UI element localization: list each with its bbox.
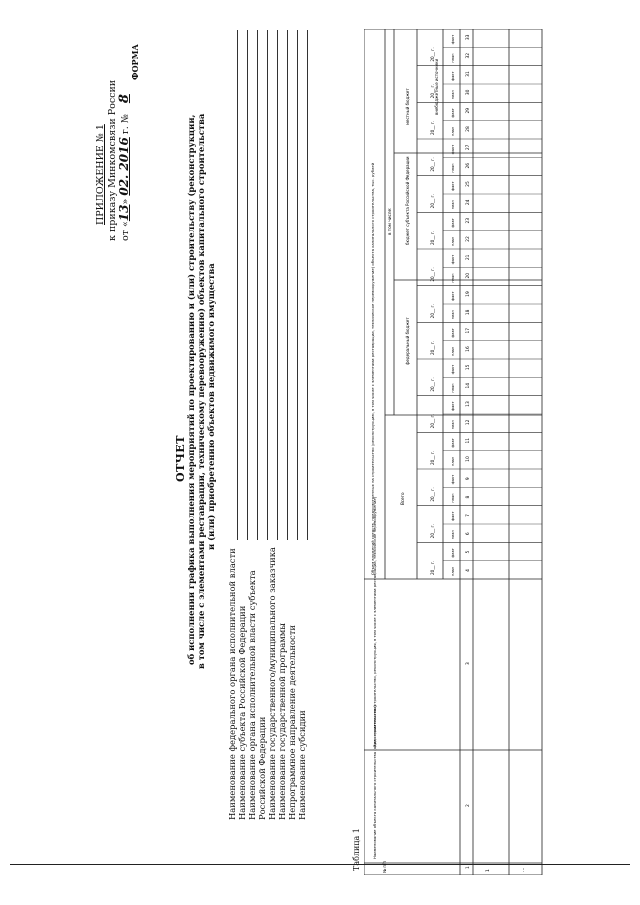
appendix-line-2: к приказу Минкомсвязи России bbox=[107, 79, 118, 241]
year-label: 20__ г. bbox=[430, 83, 435, 99]
fact-label: факт bbox=[451, 34, 455, 45]
appendix-date-mid: » bbox=[120, 195, 131, 205]
field-federal-authority: Наименование федерального органа исполнительной власти bbox=[227, 548, 237, 820]
column-number: 32 bbox=[466, 52, 471, 59]
year-label: 20__ г. bbox=[430, 560, 435, 575]
fill-line-1 bbox=[237, 30, 238, 540]
group-federal-label: федеральный бюджет bbox=[405, 317, 410, 365]
fill-line-2 bbox=[247, 30, 248, 540]
col-name-header: Наименование объекта капитального строительства (адрес строительства) bbox=[372, 705, 377, 859]
group-total-label: Всего bbox=[400, 492, 405, 505]
report-subtitle-2: в том числе с элементами реставрации, техническому перевооружению) объектов капитального строительства bbox=[196, 113, 206, 669]
column-number: 3 bbox=[466, 662, 471, 665]
column-number: 2 bbox=[466, 804, 471, 807]
group-including-label: в том числе: bbox=[387, 207, 392, 235]
field-subsidy: Наименование субсидии bbox=[297, 710, 307, 820]
column-number: 21 bbox=[466, 254, 471, 261]
year-label: 20__ г. bbox=[430, 487, 435, 502]
plan-label: план bbox=[451, 566, 455, 576]
plan-label: план bbox=[451, 346, 455, 356]
column-number: 6 bbox=[466, 532, 471, 536]
plan-label: план bbox=[451, 530, 455, 540]
fill-line-7 bbox=[297, 30, 298, 540]
column-number: 22 bbox=[466, 236, 471, 242]
col-no-header: № п/п bbox=[382, 860, 387, 873]
report-subtitle-1: об исполнении графика выполнения мероприятий по проектированию и (или) строительству (реконструкции, bbox=[186, 114, 196, 665]
column-number: 15 bbox=[466, 364, 471, 371]
group-local-label: местный бюджет bbox=[405, 88, 410, 125]
year-label: 20__ г. bbox=[430, 157, 435, 172]
column-number: 29 bbox=[466, 107, 471, 114]
year-label: 20__ г. bbox=[430, 377, 435, 392]
fact-label: факт bbox=[451, 181, 455, 191]
group-offbudget-label: внебюджетные источники bbox=[434, 58, 439, 115]
appendix-year-suffix: г. № bbox=[120, 111, 131, 138]
fact-label: факт bbox=[451, 438, 455, 448]
column-number: 24 bbox=[466, 199, 471, 206]
plan-label: план bbox=[451, 200, 455, 210]
column-number: 28 bbox=[466, 126, 471, 132]
field-non-program: Непрограммное направление деятельности bbox=[287, 625, 297, 820]
field-customer: Наименование государственного/муниципального заказчика bbox=[267, 547, 277, 820]
fact-label: факт bbox=[451, 511, 455, 521]
column-number: 25 bbox=[466, 181, 471, 187]
column-number: 7 bbox=[466, 514, 471, 517]
table-caption: Таблица 1 bbox=[352, 828, 361, 871]
fact-label: факт bbox=[451, 108, 455, 118]
year-label: 20__ г. bbox=[430, 193, 435, 209]
row-marker-ellipsis: … bbox=[521, 867, 526, 872]
plan-label: план bbox=[451, 383, 455, 393]
column-number: 14 bbox=[466, 382, 471, 389]
column-number: 30 bbox=[466, 89, 471, 96]
column-number: 17 bbox=[466, 327, 471, 334]
plan-label: план bbox=[451, 163, 455, 173]
column-number: 20 bbox=[466, 272, 471, 279]
year-labels bbox=[430, 47, 435, 575]
fill-line-4 bbox=[267, 30, 268, 540]
report-subtitle-3: и (или) приобретению объектов недвижимого имущества bbox=[206, 263, 216, 550]
row-marker-1: 1 bbox=[486, 869, 491, 872]
field-subject-authority-cont: Российской Федерации bbox=[257, 716, 267, 820]
column-number: 16 bbox=[466, 346, 471, 352]
appendix-line-1: ПРИЛОЖЕНИЕ № 1 bbox=[95, 124, 106, 225]
year-label: 20__ г. bbox=[430, 120, 435, 135]
year-label: 20__ г. bbox=[430, 47, 435, 62]
fact-label: факт bbox=[451, 474, 455, 485]
fact-label: факт bbox=[451, 364, 455, 375]
fact-label: факт bbox=[451, 71, 455, 81]
appendix-line-3 bbox=[119, 86, 131, 241]
col-type-header: Вид строительства (строительство, реконструкция, в том числе с элементами реставрации, техническое перевооружение) bbox=[372, 496, 377, 747]
column-number: 4 bbox=[466, 569, 471, 572]
fact-label: факт bbox=[451, 254, 455, 265]
column-number: 27 bbox=[466, 144, 471, 151]
year-label: 20__ г. bbox=[430, 450, 435, 465]
fill-line-5 bbox=[277, 30, 278, 540]
column-number: 11 bbox=[466, 437, 471, 444]
field-subject: Наименование субъекта Российской Федерации bbox=[237, 605, 247, 820]
column-number: 12 bbox=[466, 419, 471, 426]
year-label: 20__ г. bbox=[430, 230, 435, 245]
field-program: Наименование государственной программы bbox=[277, 623, 287, 820]
year-label: 20__ г. bbox=[430, 523, 435, 539]
plan-label: план bbox=[451, 310, 455, 320]
plan-fact-labels bbox=[451, 35, 455, 576]
fact-label: факт bbox=[451, 291, 455, 301]
fact-label: факт bbox=[451, 144, 455, 155]
plan-label: план bbox=[451, 493, 455, 503]
column-number: 9 bbox=[466, 477, 471, 481]
report-title: ОТЧЕТ bbox=[174, 435, 187, 482]
appendix-month-year: 02. 2016 bbox=[117, 137, 131, 196]
appendix-order-number: 8 bbox=[117, 94, 132, 104]
column-number: 18 bbox=[466, 309, 471, 316]
fill-line-3 bbox=[257, 30, 258, 540]
column-number: 8 bbox=[466, 495, 471, 499]
plan-label: план bbox=[451, 53, 455, 63]
fact-label: факт bbox=[451, 328, 455, 338]
plan-label: план bbox=[451, 456, 455, 466]
fact-label: факт bbox=[451, 401, 455, 411]
plan-label: план bbox=[451, 126, 455, 136]
column-number: 19 bbox=[466, 291, 471, 297]
fill-line-8 bbox=[307, 30, 308, 540]
appendix-day: 13 bbox=[117, 204, 131, 222]
column-number: 31 bbox=[466, 71, 471, 77]
col-volume-header: Объем вложений средств, предусмотренных на строительство (реконструкцию, в том числе с элементами реставрации, техническое перевооружение) объекта капитального строительства, тыс. рублей bbox=[370, 162, 375, 575]
column-number: 1 bbox=[466, 866, 471, 869]
plan-label: план bbox=[451, 236, 455, 246]
column-number: 26 bbox=[466, 162, 471, 169]
year-label: 20__ г. bbox=[430, 413, 435, 429]
fact-label: факт bbox=[451, 548, 455, 558]
report-table bbox=[364, 29, 544, 875]
form-label: ФОРМА bbox=[130, 44, 140, 80]
plan-label: план bbox=[451, 420, 455, 430]
year-label: 20__ г. bbox=[430, 340, 435, 355]
table-border bbox=[364, 29, 542, 875]
column-number: 10 bbox=[466, 456, 471, 462]
fill-line-6 bbox=[287, 30, 288, 540]
year-label: 20__ г. bbox=[430, 267, 435, 282]
fact-label: факт bbox=[451, 218, 455, 228]
group-regional-label: бюджет субъекта Российской Федерации bbox=[405, 156, 410, 245]
year-label: 20__ г. bbox=[430, 303, 435, 319]
field-subject-authority: Наименование органа исполнительной власти субъекта bbox=[247, 570, 257, 820]
plan-label: план bbox=[451, 273, 455, 283]
column-number: 13 bbox=[466, 401, 471, 407]
column-numbers bbox=[465, 34, 471, 869]
plan-label: план bbox=[451, 90, 455, 100]
plan-fact-columns bbox=[443, 47, 542, 560]
column-number: 23 bbox=[466, 217, 471, 224]
column-number: 5 bbox=[466, 550, 471, 554]
appendix-date-prefix: от « bbox=[120, 221, 131, 241]
column-number: 33 bbox=[466, 34, 471, 41]
